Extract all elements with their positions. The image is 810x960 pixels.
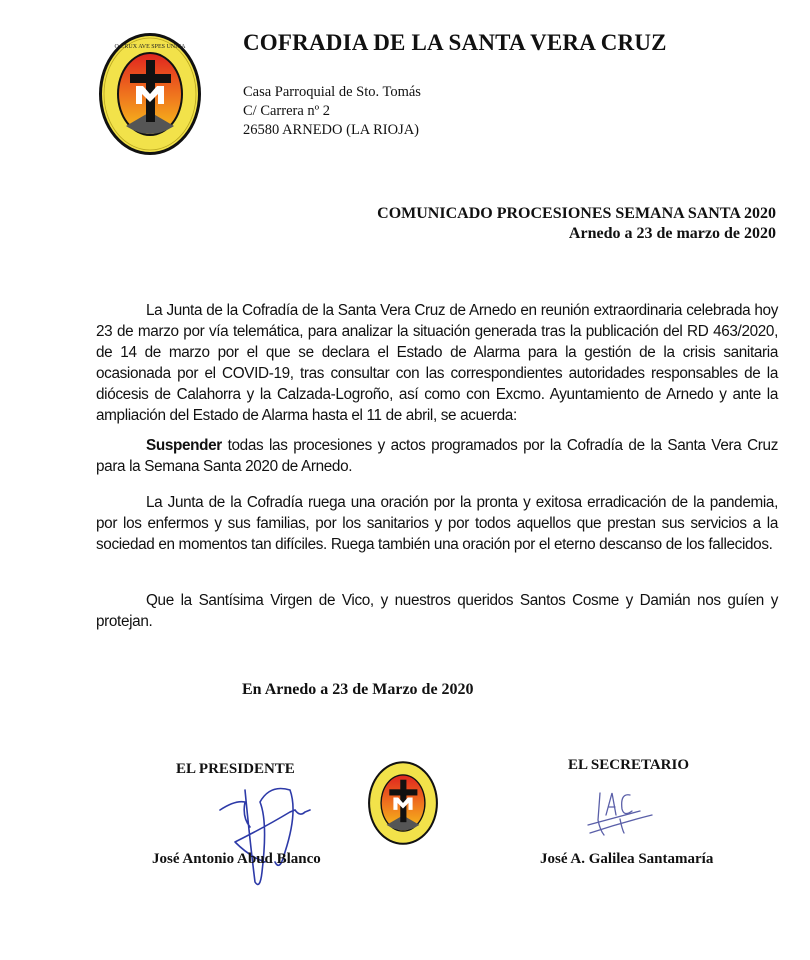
secretary-name: José A. Galilea Santamaría: [540, 851, 714, 867]
svg-text:O CRUX AVE SPES UNICA: O CRUX AVE SPES UNICA: [114, 44, 186, 50]
paragraph-prayer: [96, 492, 778, 555]
organization-name: COFRADIA DE LA SANTA VERA CRUZ: [243, 30, 667, 55]
paragraph-2-text: todas las procesiones y actos programados por la Cofradía de la Santa Vera Cruz para la Semana Santa 2020 de Arnedo.: [96, 437, 778, 475]
paragraph-4-text: Que la Santísima Virgen de Vico, y nuestros queridos Santos Cosme y Damián nos guíen y protejan.: [96, 592, 778, 630]
address-line-1: Casa Parroquial de Sto. Tomás: [243, 84, 421, 100]
cofradia-emblem-icon: [96, 30, 204, 158]
cofradia-seal-icon: [366, 758, 440, 848]
paragraph-suspension: [96, 435, 778, 477]
address-line-3: 26580 ARNEDO (LA RIOJA): [243, 122, 420, 138]
president-role: EL PRESIDENTE: [176, 761, 295, 777]
closing-place-date: En Arnedo a 23 de Marzo de 2020: [242, 681, 474, 698]
address-line-2: C/ Carrera nº 2: [243, 103, 331, 119]
communique-date: Arnedo a 23 de marzo de 2020: [568, 225, 776, 242]
paragraph-meeting: [96, 300, 778, 426]
secretary-signature-icon: [580, 785, 660, 845]
secretary-role: EL SECRETARIO: [568, 757, 690, 773]
president-signature-icon: [210, 782, 320, 892]
president-name: José Antonio Abud Blanco: [152, 851, 321, 867]
paragraph-3-text: La Junta de la Cofradía ruega una oración por la pronta y exitosa erradicación de la pandemia, por los enfermos y sus familias, por los sanitarios y por todos aquellos que prestan sus servicios a la sociedad en momentos tan difíciles. Ruega también una oración por el eterno descanso de los fallecidos.: [96, 494, 778, 553]
paragraph-1-text: La Junta de la Cofradía de la Santa Vera Cruz de Arnedo en reunión extraordinaria celebrada hoy 23 de marzo por vía telemática, para analizar la situación generada tras la publicación del RD 463/2020, de 14 de marzo por el que se declara el Estado de Alarma para la gestión de la crisis sanitaria ocasionada por el COVID-19, tras consultar con las correspondientes autoridades responsables de la diócesis de Calahorra y la Calzada-Logroño, así como con Excmo. Ayuntamiento de Arnedo y ante la ampliación del Estado de Alarma hasta el 11 de abril, se acuerda:: [96, 302, 778, 424]
paragraph-blessing: [96, 590, 778, 632]
communique-title: COMUNICADO PROCESIONES SEMANA SANTA 2020: [377, 205, 776, 222]
suspend-keyword: Suspender: [146, 437, 222, 454]
